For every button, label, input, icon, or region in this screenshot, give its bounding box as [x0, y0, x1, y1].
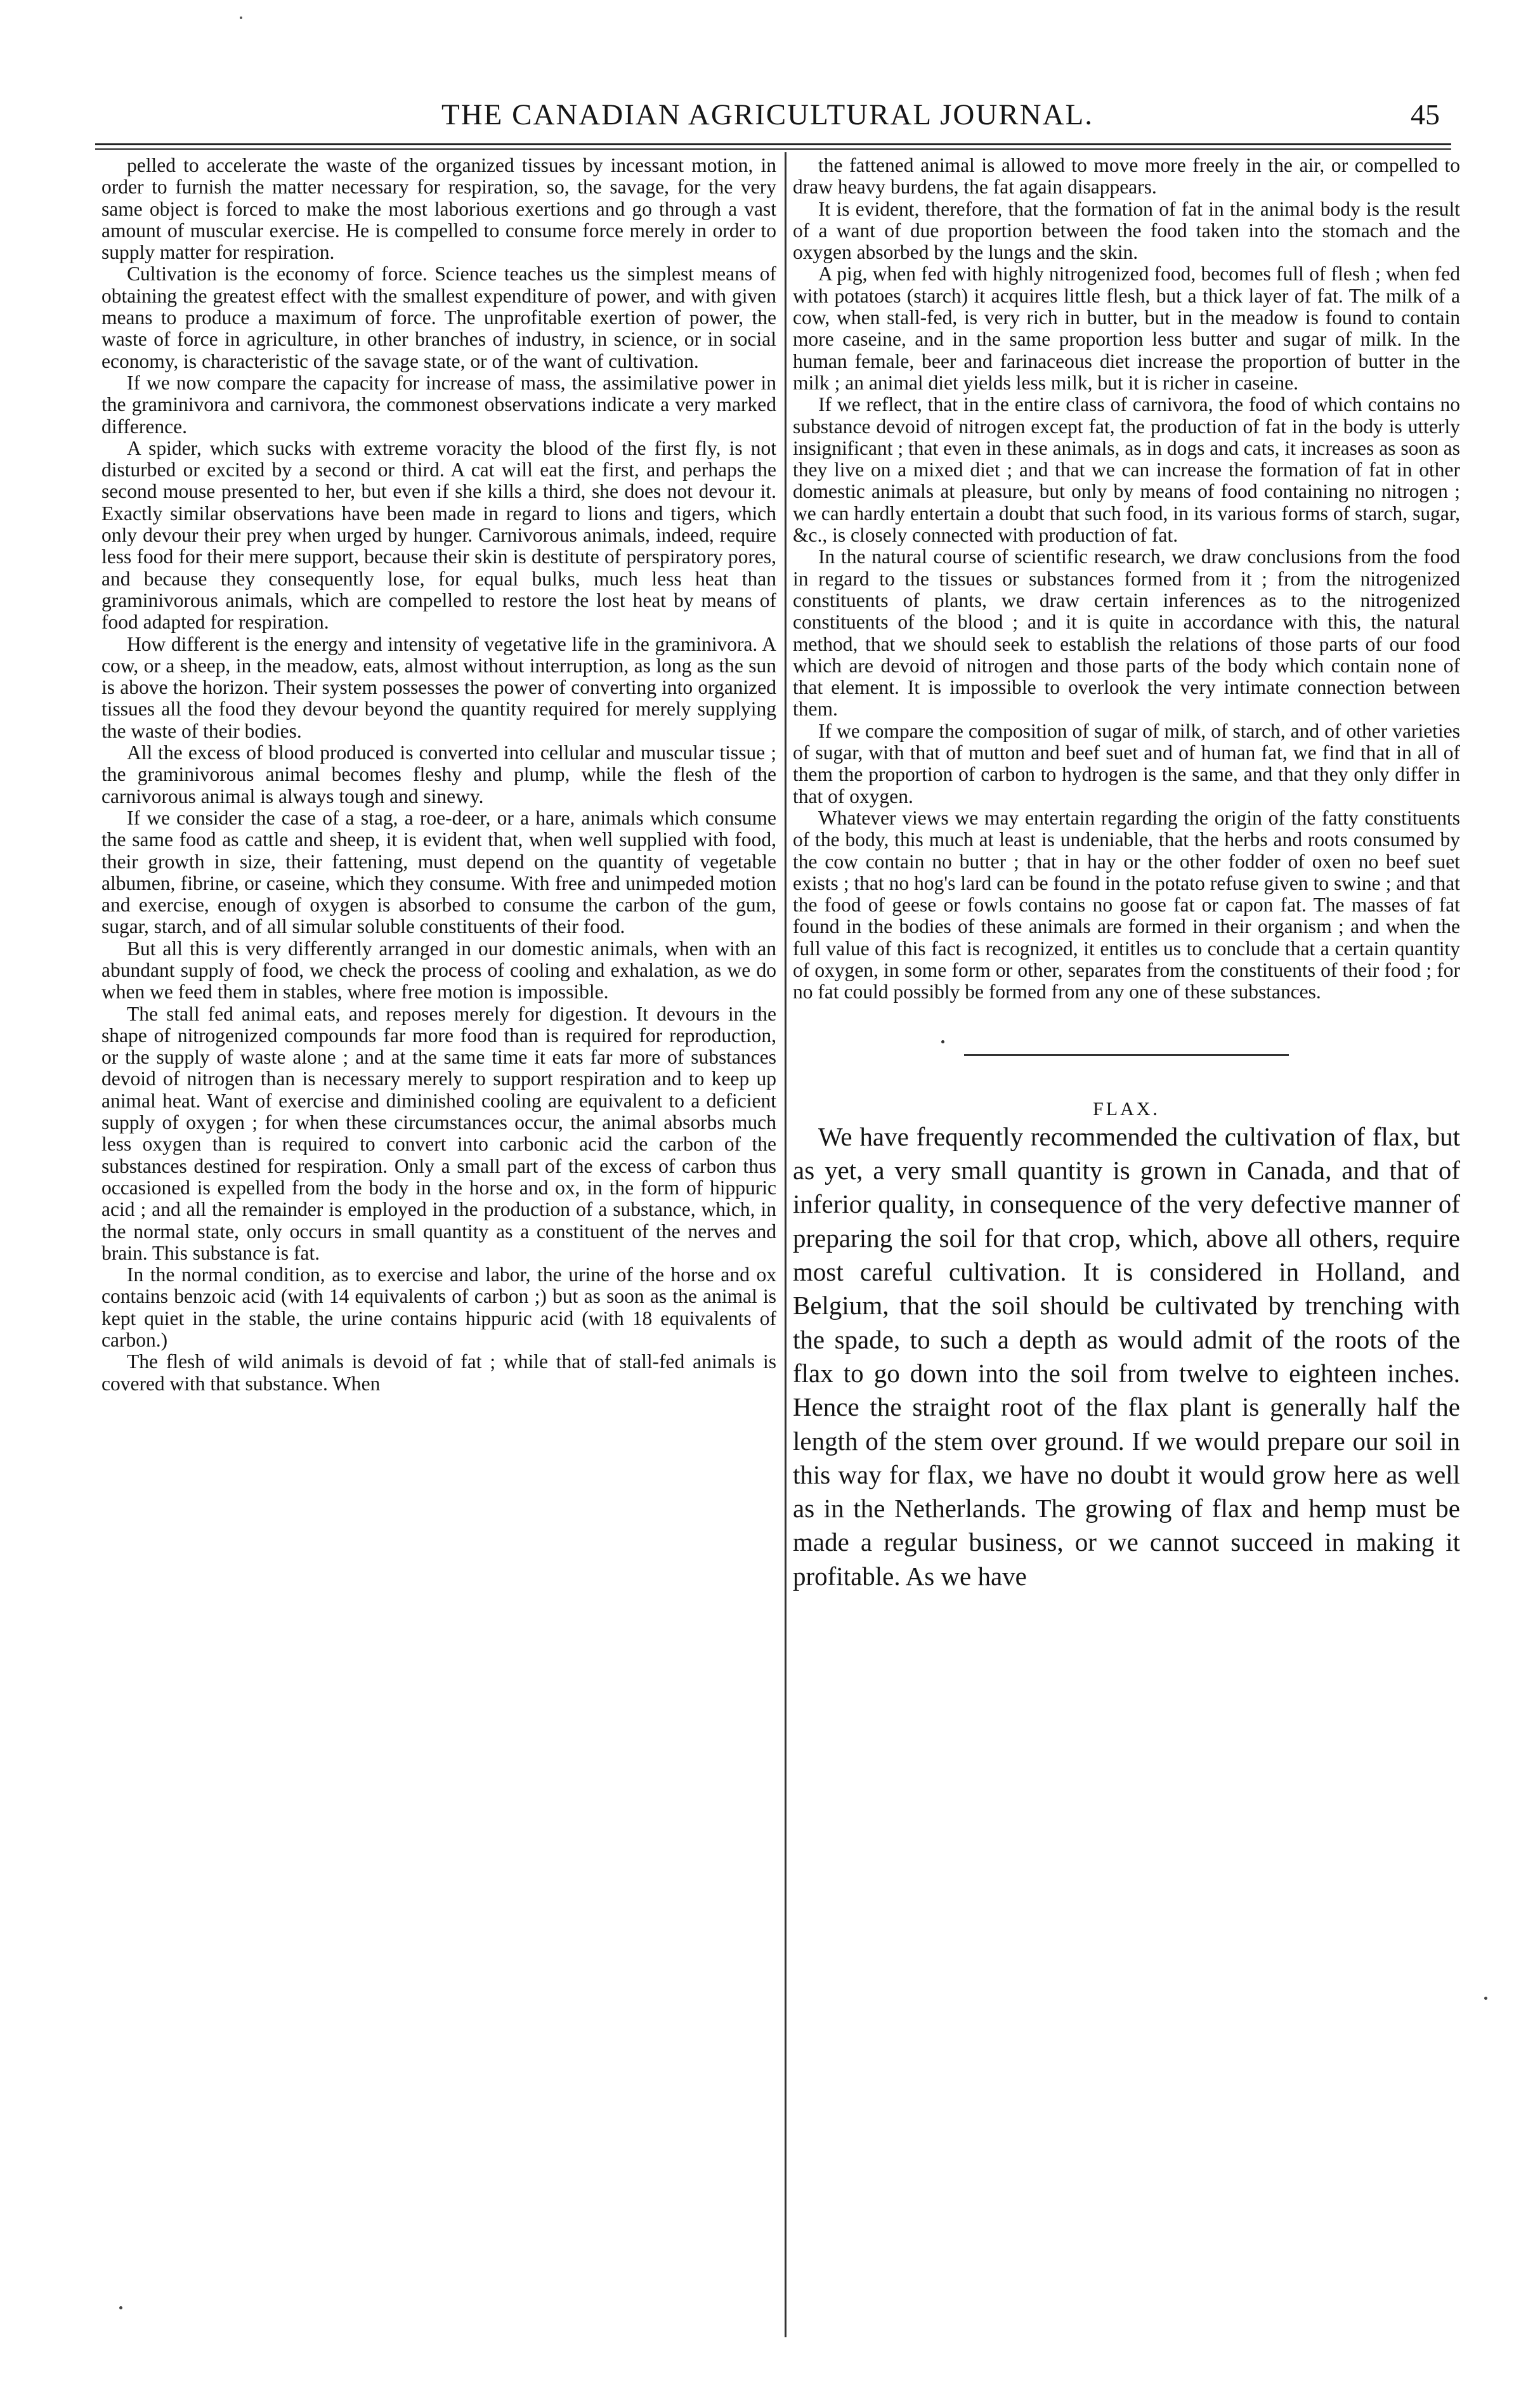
- paragraph: The flesh of wild animals is devoid of fat ; while that of stall-fed animals is covered with that substance. When: [101, 1350, 776, 1395]
- journal-title: THE CANADIAN AGRICULTURAL JOURNAL.: [441, 98, 1093, 131]
- paragraph: In the normal condition, as to exercise and labor, the urine of the horse and ox contains benzoic acid (with 14 equivalents of carbon ;) but as soon as the animal is kept quiet in the stable, the urine contains hippuric acid (with 18 equivalents of carbon.): [101, 1263, 776, 1352]
- paragraph: Whatever views we may entertain regarding the origin of the fatty constituents of the body, this much at least is undeniable, that the herbs and roots consumed by the cow contain no butter ; that in hay or the other fodder of oxen no beef suet exists ; that no hog's lard can be found in the potato refuse given to swine ; and that the food of geese or fowls contains no goose fat or capon fat. The masses of fat found in the bodies of these animals are formed in their organism ; and when the full value of this fact is recognized, it entitles us to conclude that a certain quantity of oxygen, in some form or other, separates from the constituents of their food ; for no fat could possibly be formed from any one of these substances.: [793, 806, 1460, 1003]
- paragraph: Cultivation is the economy of force. Science teaches us the simplest means of obtaining the greatest effect with the smallest expenditure of power, and with given means to produce a maximum of force. The unprofitable exertion of power, the waste of force in agriculture, in other branches of industry, in science, or in social economy, is characteristic of the savage state, or of the want of cultivation.: [101, 263, 776, 372]
- page-header: [95, 98, 1440, 142]
- flax-section-body: [793, 1120, 1460, 1593]
- paragraph: If we now compare the capacity for increase of mass, the assimilative power in the graminivora and carnivora, the commonest observations indicate a very marked difference.: [101, 371, 776, 438]
- paragraph: A spider, which sucks with extreme voracity the blood of the first fly, is not disturbed or excited by a second or third. A cat will eat the first, and perhaps the second mouse presented to her, but even if she kills a third, she does not devour it. Exactly similar observations have been made in regard to lions and tigers, which only devour their prey when urged by hunger. Carnivorous animals, indeed, require less food for their mere support, because their skin is destitute of perspiratory pores, and because they consequently lose, for equal bulks, much less heat than graminivorous animals, which are compelled to restore the lost heat by means of food adapted for respiration.: [101, 436, 776, 634]
- header-rule-top: [95, 143, 1451, 145]
- paragraph: If we reflect, that in the entire class of carnivora, the food of which contains no substance devoid of nitrogen except fat, the production of fat in the body is utterly insignificant ; that even in these animals, as in dogs and cats, it increases as soon as they live on a mixed diet ; and that we can increase the formation of fat in other domestic animals at pleasure, but only by means of food containing no nitrogen ; we can hardly entertain a doubt that such food, in its various forms of starch, sugar, &c., is closely connected with production of fat.: [793, 393, 1460, 547]
- section-title: FLAX.: [1093, 1098, 1160, 1119]
- print-speck: [1484, 1997, 1487, 2000]
- print-speck: [240, 16, 242, 19]
- paragraph: If we consider the case of a stag, a roe-deer, or a hare, animals which consume the same food as cattle and sheep, it is evident that, when well supplied with food, their growth in size, their fattening, must depend on the quantity of vegetable albumen, fibrine, or caseine, which they consume. With free and unimpeded motion and exercise, enough of oxygen is absorbed to consume the carbon of the gum, sugar, starch, and of all simular soluble constituents of their food.: [101, 806, 776, 938]
- paragraph: We have frequently recommended the cultivation of flax, but as yet, a very small quantity is grown in Canada, and that of inferior quality, in consequence of the very defective manner of preparing the soil for that crop, which, above all others, require most careful cultivation. It is considered in Holland, and Belgium, that the soil should be cultivated by trenching with the spade, to such a depth as would admit of the roots of the flax to go down into the soil from twelve to eighteen inches. Hence the straight root of the flax plant is generally half the length of the stem over ground. If we would prepare our soil in this way for flax, we have no doubt it would grow here as well as in the Netherlands. The growing of flax and hemp must be made a regular business, or we cannot succeed in making it profitable. As we have: [793, 1121, 1460, 1591]
- paragraph: How different is the energy and intensity of vegetative life in the graminivora. A cow, or a sheep, in the meadow, eats, almost without interruption, as long as the sun is above the horizon. Their system possesses the power of converting into organized tissues all the food they devour beyond the quantity required for merely supplying the waste of their bodies.: [101, 632, 776, 742]
- page-number: 45: [1411, 98, 1440, 131]
- print-speck: [119, 2306, 122, 2309]
- paragraph: A pig, when fed with highly nitrogenized food, becomes full of flesh ; when fed with potatoes (starch) it acquires little flesh, but a thick layer of fat. The milk of a cow, when stall-fed, is very rich in butter, but in the meadow is found to contain more caseine, and in the same proportion less butter and sugar of milk. In the human female, beer and farinaceous diet increase the proportion of butter in the milk ; an animal diet yields less milk, but it is richer in caseine.: [793, 263, 1460, 394]
- paragraph: the fattened animal is allowed to move more freely in the air, or compelled to draw heavy burdens, the fat again disappears.: [793, 154, 1460, 199]
- paragraph: The stall fed animal eats, and reposes merely for digestion. It devours in the shape of nitrogenized compounds far more food than is required for reproduction, or the supply of waste alone ; and at the same time it eats far more of substances devoid of nitrogen than is necessary merely to support respiration and to keep up animal heat. Want of exercise and diminished cooling are equivalent to a deficient supply of oxygen ; for when these circumstances occur, the animal absorbs much less oxygen than is required to convert into carbonic acid the carbon of the substances destined for respiration. Only a small part of the excess of carbon thus occasioned is expelled from the body in the horse and ox, in the form of hippuric acid ; and all the remainder is employed in the production of a substance, which, in the normal state, only occurs in small quantity as a constituent of the nerves and brain. This substance is fat.: [101, 1002, 776, 1264]
- paragraph: In the natural course of scientific research, we draw conclusions from the food in regard to the tissues or substances formed from it ; from the nitrogenized constituents of plants, we draw certain inferences as to the nitrogenized constituents of the blood ; and it is quite in accordance with this, the natural method, that we should seek to establish the relations of those parts of our food which are devoid of nitrogen and those parts of the body which contain none of that element. It is impossible to overlook the very intimate connection between them.: [793, 545, 1460, 721]
- paragraph: If we compare the composition of sugar of milk, of starch, and of other varieties of sugar, with that of mutton and beef suet and of human fat, we find that in all of them the proportion of carbon to hydrogen is the same, and that they only differ in that of oxygen.: [793, 719, 1460, 807]
- column-divider: [785, 152, 786, 2337]
- paragraph: All the excess of blood produced is converted into cellular and muscular tissue ; the graminivorous animal becomes fleshy and plump, while the flesh of the carnivorous animal is always tough and sinewy.: [101, 741, 776, 807]
- right-column: [793, 155, 1460, 1593]
- paragraph: pelled to accelerate the waste of the organized tissues by incessant motion, in order to furnish the matter necessary for respiration, so, the savage, for the very same object is forced to make the most laborious exertions and go through a vast amount of muscular exercise. He is compelled to consume force merely in order to supply matter for respiration.: [101, 154, 776, 264]
- left-column: [101, 155, 776, 1395]
- section-separator: [793, 1003, 1460, 1099]
- separator-dot: [941, 1040, 944, 1043]
- header-rule-bottom: [95, 148, 1451, 150]
- paragraph: But all this is very differently arranged in our domestic animals, when with an abundant supply of food, we check the process of cooling and exhalation, as we do when we feed them in stables, where free motion is impossible.: [101, 937, 776, 1003]
- paragraph: It is evident, therefore, that the formation of fat in the animal body is the result of a want of due proportion between the food taken into the stomach and the oxygen absorbed by the lungs and the skin.: [793, 197, 1460, 264]
- separator-rule: [964, 1054, 1289, 1056]
